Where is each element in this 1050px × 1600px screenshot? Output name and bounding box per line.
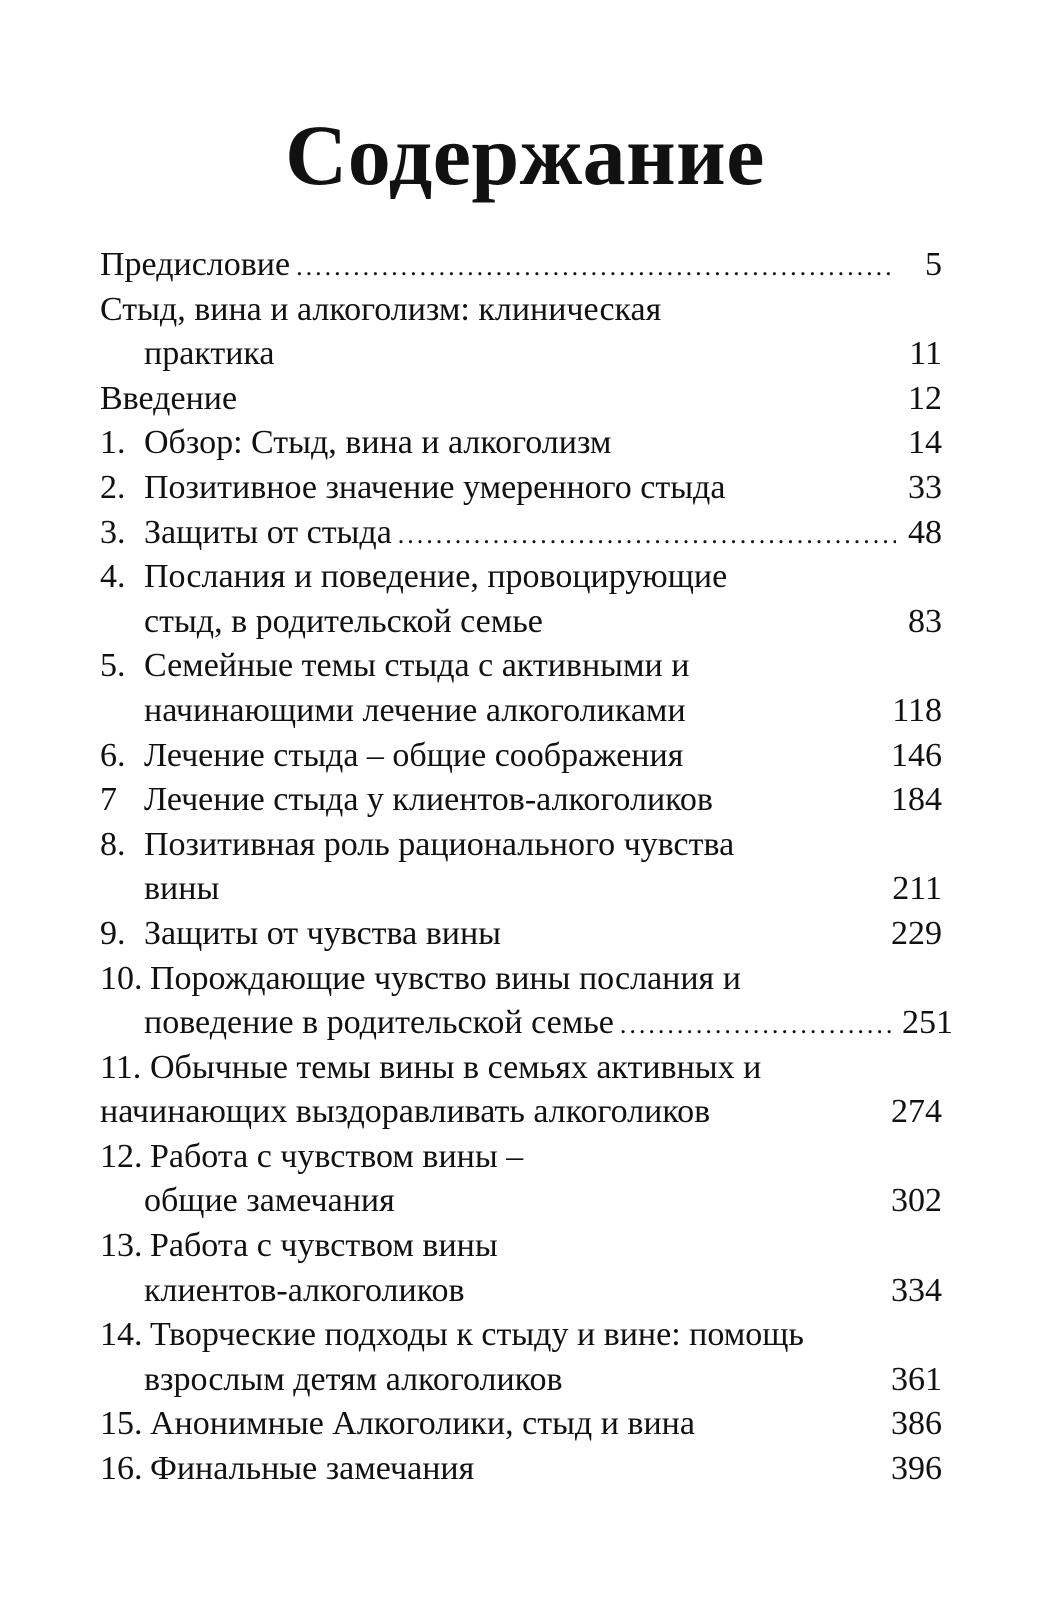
toc-line: [100, 867, 942, 912]
page-number: 11: [909, 335, 942, 373]
chapter-number: 7: [100, 781, 117, 819]
toc-line: [100, 778, 942, 823]
chapter-number: 4.: [100, 558, 126, 596]
toc-entry: [100, 1402, 942, 1447]
dot-leader: [296, 245, 896, 290]
toc-entry: [100, 1224, 942, 1313]
entry-title: Семейные темы стыда с активными и: [144, 647, 690, 685]
entry-title: Обзор: Стыд, вина и алкоголизм: [144, 424, 612, 462]
chapter-number: 5.: [100, 647, 126, 685]
toc-entry: [100, 734, 942, 779]
chapter-number: 3.: [100, 513, 126, 551]
page-number: 5: [925, 246, 942, 283]
page-title: Содержание: [285, 107, 765, 203]
entry-title: Стыд, вина и алкоголизм: клиническая: [100, 290, 662, 328]
toc-entry: [100, 823, 942, 912]
entry-title: Работа с чувством вины: [150, 1227, 498, 1265]
page-number: 33: [908, 468, 942, 506]
toc-line: [100, 1358, 942, 1403]
toc-entry: [100, 1447, 942, 1492]
toc-line: [100, 734, 942, 779]
chapter-number: 2.: [100, 468, 126, 506]
toc-entry: [100, 466, 942, 511]
toc-line: [100, 1090, 942, 1135]
page-number: 211: [892, 870, 942, 908]
toc-line: [100, 377, 942, 422]
toc-entry: [100, 957, 953, 1046]
toc-entry: [100, 1313, 942, 1402]
entry-title: поведение в родительской семье: [144, 1004, 614, 1042]
chapter-number: 15.: [100, 1405, 143, 1443]
toc-line: [100, 1313, 942, 1358]
toc-line: [100, 332, 942, 377]
entry-title: Предисловие: [100, 246, 291, 283]
page-number: 48: [908, 513, 942, 551]
entry-title: Защиты от стыда: [144, 513, 392, 551]
entry-title: практика: [144, 335, 275, 373]
page-number: 386: [891, 1405, 942, 1443]
entry-title: Обычные темы вины в семьях активных и: [150, 1048, 762, 1086]
chapter-number: 11.: [100, 1048, 142, 1086]
entry-title: взрослым детям алкоголиков: [144, 1360, 563, 1398]
toc-line: [100, 243, 942, 288]
toc-entry: [100, 511, 942, 556]
page-number: 229: [891, 914, 942, 952]
toc-entry: [100, 778, 942, 823]
entry-title: Анонимные Алкоголики, стыд и вина: [150, 1405, 695, 1443]
table-of-contents: [100, 243, 953, 1492]
page-number: 184: [891, 781, 942, 819]
toc-line: [100, 1046, 942, 1091]
toc-line: [100, 555, 942, 600]
toc-entry: [100, 644, 942, 733]
entry-title: общие замечания: [144, 1182, 395, 1220]
page-number: 12: [908, 379, 942, 417]
page-number: 146: [891, 736, 942, 774]
toc-line: [100, 1269, 942, 1314]
page-number: 251: [902, 1004, 953, 1042]
entry-title: Работа с чувством вины –: [150, 1137, 524, 1175]
toc-line: [100, 957, 942, 1002]
chapter-number: 14.: [100, 1316, 143, 1354]
toc-entry: [100, 555, 942, 644]
page-number: 118: [892, 691, 942, 729]
toc-line: [100, 689, 942, 734]
toc-line: [100, 1402, 942, 1447]
page-number: 361: [891, 1360, 942, 1398]
toc-entry: [100, 912, 942, 957]
dot-leader: [620, 1003, 896, 1048]
entry-title: клиентов-алкоголиков: [144, 1271, 465, 1309]
entry-title: Позитивное значение умеренного стыда: [144, 468, 726, 506]
toc-line: [100, 600, 942, 645]
chapter-number: 16.: [100, 1450, 143, 1488]
toc-line: [100, 421, 942, 466]
chapter-number: 6.: [100, 736, 126, 774]
dot-leader: [398, 513, 896, 558]
entry-title: Лечение стыда – общие соображения: [144, 736, 684, 774]
chapter-number: 9.: [100, 914, 126, 952]
chapter-number: 1.: [100, 424, 126, 462]
entry-title: Финальные замечания: [150, 1450, 475, 1488]
toc-line: [100, 644, 942, 689]
chapter-number: 10.: [100, 959, 143, 997]
toc-entry: [100, 288, 942, 377]
toc-line: [100, 1135, 942, 1180]
toc-line: [100, 1447, 942, 1492]
toc-line: [100, 823, 942, 868]
toc-entry: [100, 421, 942, 466]
toc-entry: [100, 243, 942, 288]
entry-title: начинающими лечение алкоголиками: [144, 691, 686, 729]
toc-entry: [100, 1135, 942, 1224]
entry-title: Позитивная роль рационального чувства: [144, 825, 735, 863]
entry-title: вины: [144, 870, 220, 908]
toc-line: [100, 1224, 942, 1269]
toc-line: [100, 1001, 953, 1046]
toc-line: [100, 511, 942, 556]
toc-line: [100, 1179, 942, 1224]
entry-title: Введение: [100, 379, 238, 417]
page-number: 274: [891, 1093, 942, 1131]
page-number: 83: [908, 602, 942, 640]
toc-line: [100, 912, 942, 957]
chapter-number: 12.: [100, 1137, 143, 1175]
entry-title: Послания и поведение, провоцирующие: [144, 558, 728, 596]
page-number: 334: [891, 1271, 942, 1309]
toc-entry: [100, 377, 942, 422]
entry-title: Защиты от чувства вины: [144, 914, 501, 952]
entry-title: начинающих выздоравливать алкоголиков: [100, 1093, 711, 1131]
entry-title: Лечение стыда у клиентов-алкоголиков: [144, 781, 713, 819]
toc-line: [100, 466, 942, 511]
page-number: 396: [891, 1450, 942, 1488]
page-number: 14: [908, 424, 942, 462]
page-number: 302: [891, 1182, 942, 1220]
toc-line: [100, 288, 942, 333]
entry-title: Порождающие чувство вины послания и: [150, 959, 741, 997]
entry-title: стыд, в родительской семье: [144, 602, 543, 640]
chapter-number: 8.: [100, 825, 126, 863]
entry-title: Творческие подходы к стыду и вине: помощь: [150, 1316, 804, 1354]
chapter-number: 13.: [100, 1227, 143, 1265]
toc-entry: [100, 1046, 942, 1135]
